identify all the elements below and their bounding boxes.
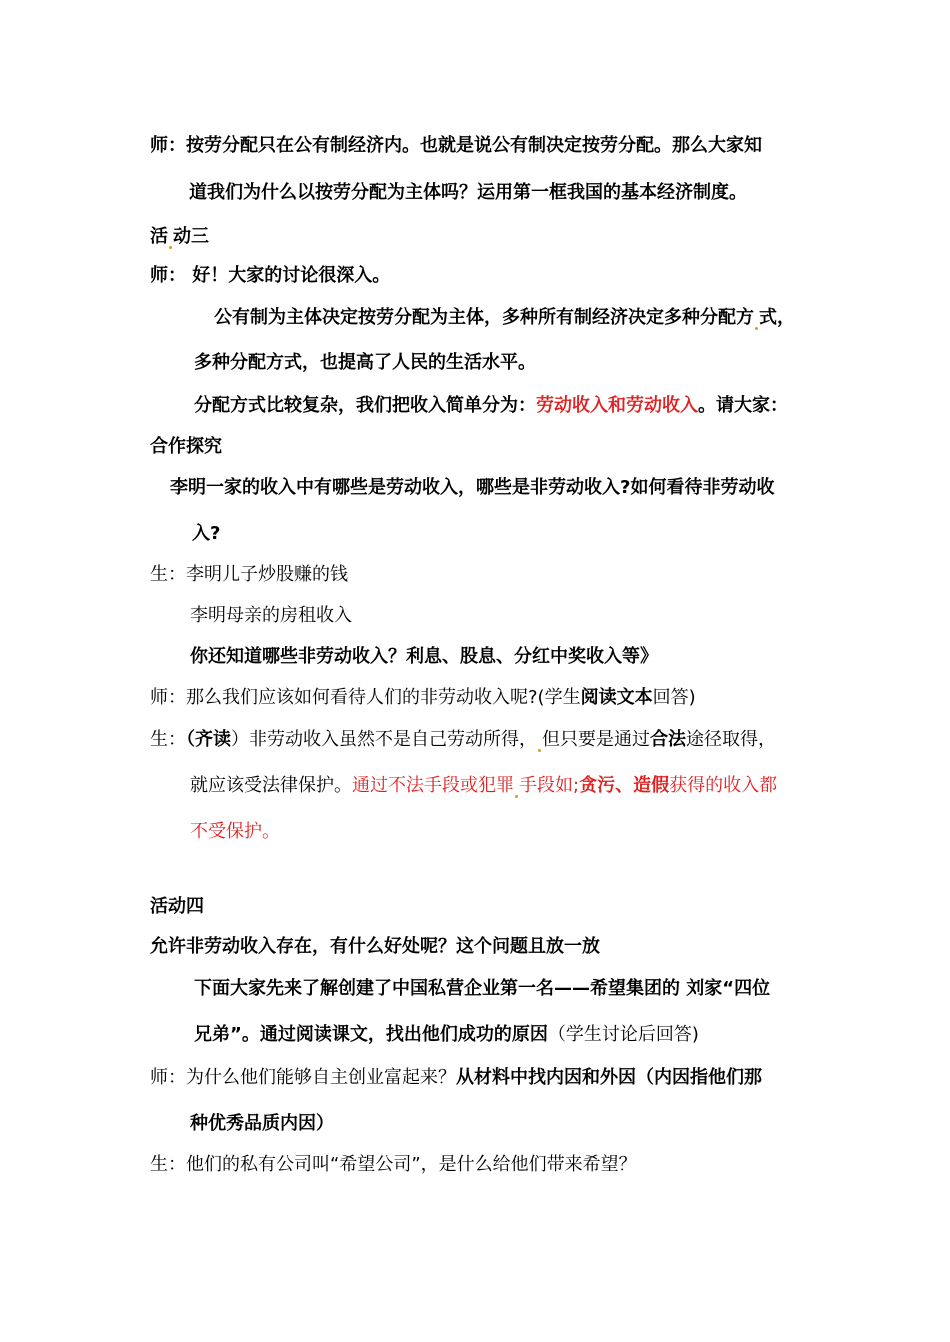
line-21	[194, 1023, 699, 1047]
line-21-bold: 兄弟”。通过阅读课文，找出他们成功的原因	[194, 1024, 548, 1045]
dot-marker	[515, 795, 518, 798]
line-7-highlight: 劳动收入和劳动收入	[536, 395, 698, 416]
line-16	[190, 774, 777, 798]
line-16-red-1: 通过不法手段或犯罪	[352, 775, 514, 796]
line-1: 师：按劳分配只在公有制经济内。也就是说公有制决定按劳分配。那么大家知	[150, 135, 762, 156]
line-22	[150, 1066, 762, 1090]
line-13: 你还知道哪些非劳动收入？利息、股息、分红中奖收入等》	[190, 646, 658, 667]
heading-cooperative-inquiry: 合作探究	[150, 436, 222, 457]
line-21-part2: （学生讨论后回答)	[547, 1024, 699, 1045]
line-14-bold: 阅读文本	[580, 687, 653, 708]
line-15-bold-2: 合法	[650, 729, 686, 750]
line-15-bold: （齐读	[186, 729, 231, 750]
line-16-red-2: 手段如;	[519, 775, 580, 796]
line-22-part1: 师：为什么他们能够自主创业富起来？	[150, 1067, 456, 1088]
line-23: 种优秀品质内因）	[190, 1113, 334, 1134]
line-6: 多种分配方式，也提高了人民的生活水平。	[194, 352, 536, 373]
line-7-part1: 分配方式比较复杂，我们把收入简单分为：	[194, 395, 536, 416]
line-15-part3: ）非劳动收入虽然不是自己劳动所得，	[231, 729, 537, 750]
line-2: 道我们为什么以按劳分配为主体吗？运用第一框我国的基本经济制度。	[189, 182, 747, 203]
heading-activity-3	[150, 225, 209, 249]
line-5	[214, 306, 795, 330]
line-14-part1: 师：那么我们应该如何看待人们的非劳动收入呢?(学生	[150, 687, 581, 708]
question-line-1: 李明一家的收入中有哪些是劳动收入，哪些是非劳动收入?如何看待非劳动收	[170, 477, 775, 498]
line-5-part2: 式，	[759, 307, 795, 328]
line-15-part6: 途径取得，	[686, 729, 776, 750]
heading-activity-4: 活动四	[150, 896, 204, 917]
student-answer-1: 生：李明儿子炒股赚的钱	[150, 564, 348, 585]
dot-marker	[169, 246, 172, 249]
dot-marker	[538, 749, 541, 752]
line-14	[150, 686, 696, 710]
line-4: 师： 好！大家的讨论很深入。	[150, 265, 391, 286]
question-line-2: 入?	[192, 523, 221, 544]
line-15-part1: 生：	[150, 729, 186, 750]
line-16-red-3: 获得的收入都	[669, 775, 778, 796]
line-14-part3: 回答)	[652, 687, 696, 708]
student-answer-2: 李明母亲的房租收入	[190, 605, 352, 626]
heading-activity-3-part2: 动三	[173, 226, 209, 247]
line-19: 允许非劳动收入存在，有什么好处呢？这个问题且放一放	[150, 936, 600, 957]
heading-activity-3-part1: 活	[150, 226, 168, 247]
line-17: 不受保护。	[190, 821, 280, 842]
line-20: 下面大家先来了解创建了中国私营企业第一名——希望集团的 刘家“四位	[194, 978, 771, 999]
line-7-part3: 。请大家：	[698, 395, 788, 416]
line-16-part1: 就应该受法律保护。	[190, 775, 352, 796]
dot-marker	[755, 327, 758, 330]
line-16-red-bold: 贪污、造假	[579, 775, 670, 796]
line-24: 生：他们的私有公司叫“希望公司”，是什么给他们带来希望？	[150, 1154, 637, 1175]
line-5-part1: 公有制为主体决定按劳分配为主体，多种所有制经济决定多种分配方	[214, 307, 754, 328]
line-22-bold: 从材料中找内因和外因（内因指他们那	[456, 1067, 762, 1088]
line-15	[150, 728, 776, 752]
line-15-part4: 但只要是通过	[542, 729, 650, 750]
line-7	[194, 394, 788, 418]
